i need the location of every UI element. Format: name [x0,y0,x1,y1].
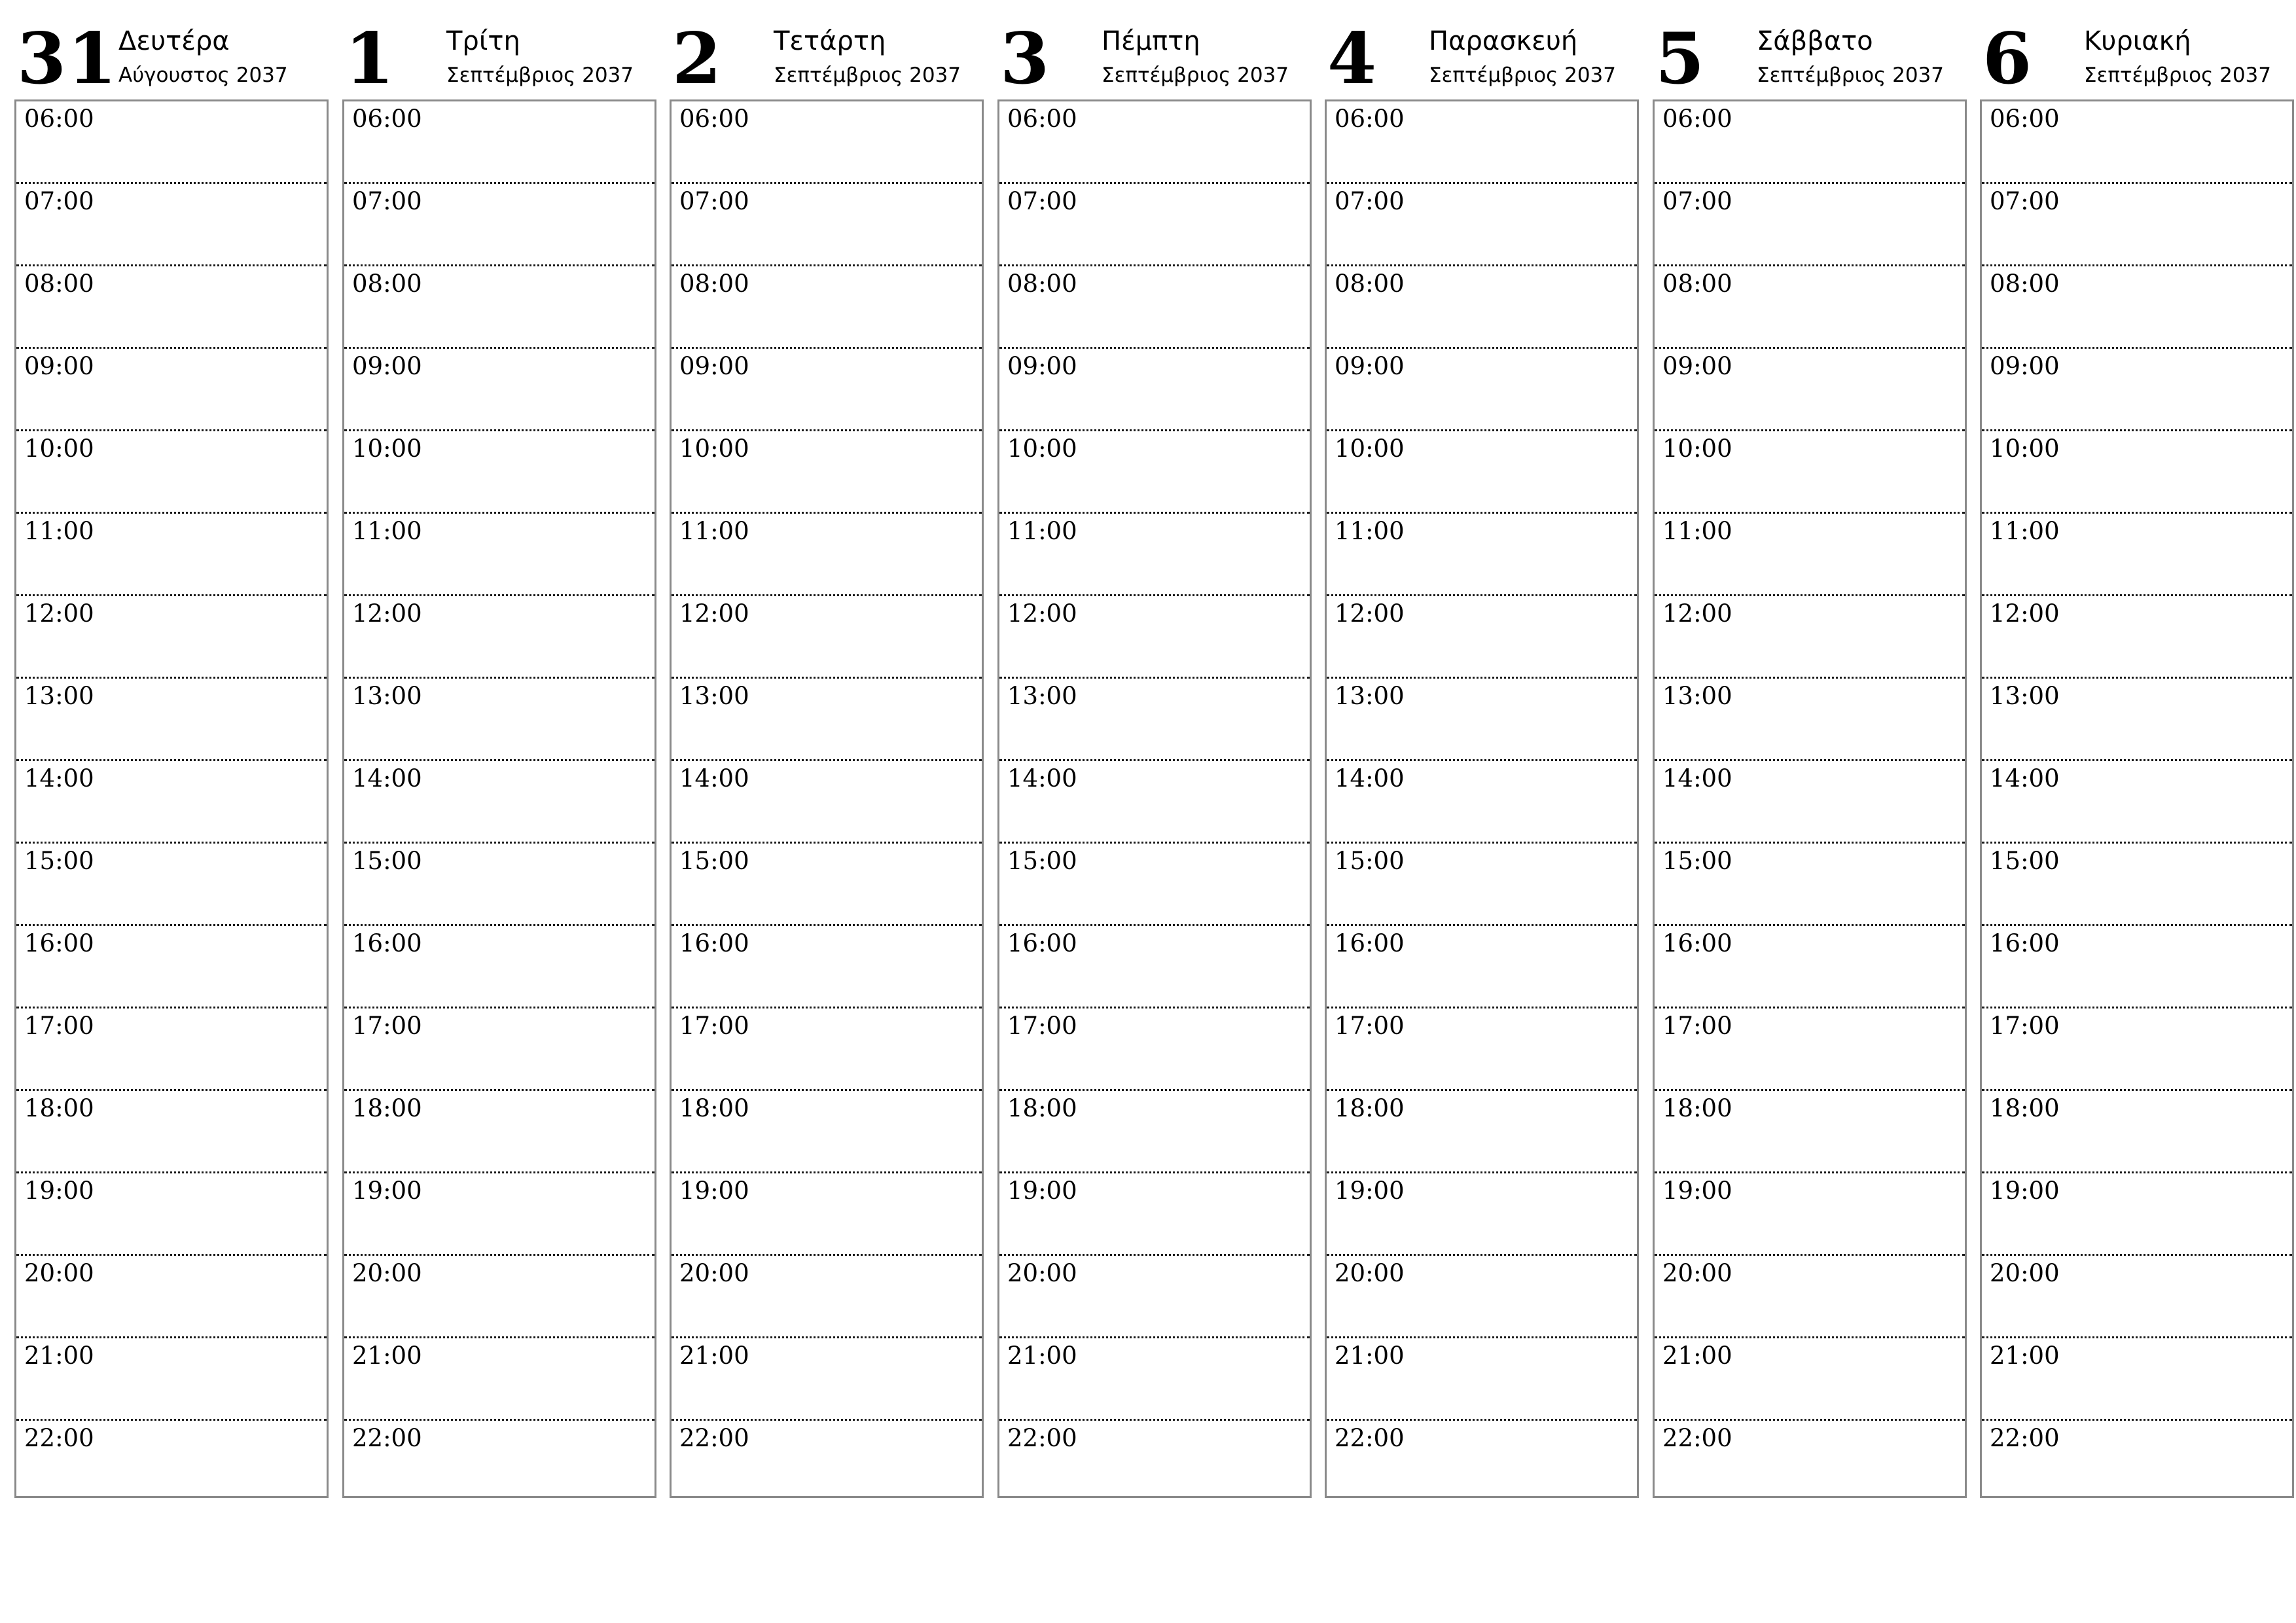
hour-slot [672,1338,982,1421]
hour-label: 07:00 [352,187,422,215]
hour-slot [672,101,982,184]
hour-label: 10:00 [1007,435,1077,463]
hour-slot [672,431,982,514]
hour-slot [672,596,982,679]
hour-slot [344,1173,655,1256]
hour-label: 09:00 [1007,352,1077,380]
day-number: 2 [672,18,723,100]
hour-label: 09:00 [1990,352,2060,380]
hour-slot [16,679,327,761]
day-column [1980,0,2294,1452]
day-month-year: Αύγουστος 2037 [118,63,288,87]
hour-label: 10:00 [1335,435,1405,463]
day-name: Πέμπτη [1102,26,1200,56]
hour-label: 18:00 [1662,1094,1732,1122]
day-name: Κυριακή [2084,26,2191,56]
hour-label: 08:00 [1990,270,2060,298]
hour-label: 12:00 [1007,599,1077,628]
day-name: Δευτέρα [118,26,230,56]
hour-label: 08:00 [1662,270,1732,298]
hour-label: 19:00 [1335,1177,1405,1205]
hour-slot [1327,349,1637,431]
hour-slot [344,1421,655,1503]
hour-label: 16:00 [352,929,422,957]
day-schedule-box [14,99,329,1498]
hour-slot [1655,761,1965,844]
hour-label: 14:00 [1335,764,1405,793]
hour-label: 22:00 [1007,1424,1077,1452]
hour-label: 13:00 [1007,682,1077,710]
hour-slot [16,926,327,1008]
hour-label: 15:00 [1335,847,1405,875]
hour-slot [1982,514,2292,596]
hour-label: 16:00 [1007,929,1077,957]
hour-label: 10:00 [352,435,422,463]
hour-slot [999,844,1310,926]
hour-slot [344,266,655,349]
hour-slot [16,1091,327,1173]
hour-slot [1655,349,1965,431]
hour-label: 08:00 [1007,270,1077,298]
hour-slot [16,349,327,431]
hour-slot [344,184,655,266]
hour-label: 06:00 [1990,105,2060,133]
day-name: Τρίτη [446,26,520,56]
day-header [1980,0,2294,99]
hour-slot [1982,349,2292,431]
hour-label: 18:00 [1007,1094,1077,1122]
hour-slot [1655,266,1965,349]
hour-slot [1655,926,1965,1008]
hour-slot [1982,1173,2292,1256]
hour-label: 17:00 [24,1012,94,1040]
hour-slot [1982,431,2292,514]
day-column [14,0,329,1452]
hour-label: 21:00 [352,1342,422,1370]
hour-slot [1982,596,2292,679]
day-number: 6 [1982,18,2034,100]
hour-label: 19:00 [24,1177,94,1205]
hour-slot [1327,1173,1637,1256]
hour-label: 12:00 [1662,599,1732,628]
hour-slot [1655,596,1965,679]
hour-label: 13:00 [24,682,94,710]
day-number: 4 [1327,18,1378,100]
hour-slot [672,184,982,266]
hour-slot [1327,596,1637,679]
hour-label: 14:00 [352,764,422,793]
hour-label: 08:00 [352,270,422,298]
hour-label: 11:00 [1662,517,1732,545]
hour-label: 16:00 [1990,929,2060,957]
hour-slot [344,1338,655,1421]
day-header [342,0,656,99]
hour-slot [16,1173,327,1256]
hour-label: 06:00 [1007,105,1077,133]
hour-label: 14:00 [1990,764,2060,793]
hour-label: 06:00 [679,105,749,133]
hour-label: 21:00 [1335,1342,1405,1370]
hour-slot [999,761,1310,844]
hour-label: 14:00 [1662,764,1732,793]
day-number: 3 [1000,18,1051,100]
hour-slot [1327,514,1637,596]
hour-slot [672,1008,982,1091]
hour-slot [16,596,327,679]
hour-slot [999,1091,1310,1173]
hour-label: 08:00 [679,270,749,298]
hour-slot [999,1008,1310,1091]
day-month-year: Σεπτέμβριος 2037 [446,63,634,87]
day-schedule-box [997,99,1312,1498]
hour-label: 16:00 [679,929,749,957]
hour-label: 19:00 [1662,1177,1732,1205]
day-month-year: Σεπτέμβριος 2037 [1102,63,1289,87]
day-month-year: Σεπτέμβριος 2037 [1429,63,1617,87]
hour-slot [1982,761,2292,844]
hour-slot [1982,844,2292,926]
hour-slot [999,431,1310,514]
hour-slot [999,1173,1310,1256]
hour-slot [672,761,982,844]
hour-label: 21:00 [679,1342,749,1370]
hour-slot [1327,679,1637,761]
hour-label: 20:00 [1335,1259,1405,1287]
day-month-year: Σεπτέμβριος 2037 [1757,63,1945,87]
hour-slot [672,1256,982,1338]
hour-slot [16,1338,327,1421]
hour-label: 15:00 [24,847,94,875]
hour-label: 06:00 [1662,105,1732,133]
hour-slot [1655,431,1965,514]
hour-slot [344,1008,655,1091]
hour-slot [1327,844,1637,926]
hour-slot [1655,1421,1965,1503]
hour-slot [1655,844,1965,926]
hour-slot [672,926,982,1008]
hour-slot [344,349,655,431]
hour-slot [1327,761,1637,844]
hour-label: 12:00 [352,599,422,628]
hour-label: 16:00 [1662,929,1732,957]
hour-label: 22:00 [24,1424,94,1452]
hour-label: 19:00 [1990,1177,2060,1205]
hour-label: 15:00 [679,847,749,875]
hour-label: 07:00 [1662,187,1732,215]
hour-slot [1982,1256,2292,1338]
hour-slot [1327,1008,1637,1091]
hour-slot [672,349,982,431]
hour-slot [672,1091,982,1173]
day-number: 5 [1655,18,1706,100]
hour-label: 18:00 [1335,1094,1405,1122]
hour-slot [999,349,1310,431]
hour-label: 20:00 [352,1259,422,1287]
hour-slot [999,926,1310,1008]
hour-slot [672,1421,982,1503]
hour-label: 22:00 [1990,1424,2060,1452]
hour-label: 13:00 [679,682,749,710]
hour-slot [344,514,655,596]
hour-label: 19:00 [679,1177,749,1205]
hour-slot [672,679,982,761]
hour-slot [999,101,1310,184]
hour-slot [1327,1256,1637,1338]
hour-label: 20:00 [679,1259,749,1287]
hour-label: 20:00 [1662,1259,1732,1287]
hour-label: 15:00 [1990,847,2060,875]
hour-slot [16,266,327,349]
hour-label: 09:00 [352,352,422,380]
hour-label: 13:00 [1990,682,2060,710]
hour-slot [999,266,1310,349]
hour-slot [1655,101,1965,184]
hour-slot [344,679,655,761]
hour-label: 22:00 [1335,1424,1405,1452]
hour-label: 11:00 [1007,517,1077,545]
hour-label: 12:00 [1990,599,2060,628]
hour-label: 09:00 [1335,352,1405,380]
hour-slot [1327,926,1637,1008]
hour-slot [1655,1091,1965,1173]
hour-label: 12:00 [24,599,94,628]
hour-slot [16,761,327,844]
hour-slot [672,266,982,349]
day-number: 31 [17,18,118,100]
hour-label: 21:00 [1662,1342,1732,1370]
day-schedule-box [1980,99,2294,1498]
hour-label: 20:00 [24,1259,94,1287]
hour-label: 10:00 [1990,435,2060,463]
hour-slot [1655,679,1965,761]
hour-slot [1327,1421,1637,1503]
hour-label: 15:00 [1662,847,1732,875]
day-header [997,0,1312,99]
hour-label: 21:00 [24,1342,94,1370]
hour-slot [999,679,1310,761]
hour-label: 19:00 [352,1177,422,1205]
hour-label: 21:00 [1990,1342,2060,1370]
hour-slot [1982,1421,2292,1503]
hour-slot [1327,266,1637,349]
hour-label: 20:00 [1007,1259,1077,1287]
hour-label: 12:00 [1335,599,1405,628]
hour-label: 11:00 [352,517,422,545]
hour-label: 22:00 [352,1424,422,1452]
day-column [1653,0,1967,1452]
hour-label: 18:00 [352,1094,422,1122]
hour-label: 18:00 [1990,1094,2060,1122]
hour-label: 16:00 [1335,929,1405,957]
hour-label: 07:00 [24,187,94,215]
hour-label: 07:00 [1335,187,1405,215]
hour-slot [999,1421,1310,1503]
hour-slot [16,184,327,266]
hour-label: 17:00 [1990,1012,2060,1040]
day-header [670,0,984,99]
day-header [14,0,329,99]
hour-slot [672,1173,982,1256]
hour-label: 17:00 [1662,1012,1732,1040]
hour-label: 08:00 [24,270,94,298]
hour-slot [16,1008,327,1091]
hour-slot [1327,184,1637,266]
day-number: 1 [345,18,396,100]
hour-slot [16,1421,327,1503]
hour-slot [344,101,655,184]
hour-slot [344,926,655,1008]
hour-label: 12:00 [679,599,749,628]
hour-label: 11:00 [679,517,749,545]
hour-label: 20:00 [1990,1259,2060,1287]
hour-label: 17:00 [1335,1012,1405,1040]
day-column [342,0,656,1452]
hour-slot [1982,266,2292,349]
hour-slot [1655,1008,1965,1091]
hour-label: 11:00 [24,517,94,545]
hour-label: 09:00 [24,352,94,380]
day-schedule-box [670,99,984,1498]
hour-label: 07:00 [1007,187,1077,215]
hour-slot [999,596,1310,679]
hour-slot [672,514,982,596]
hour-label: 14:00 [1007,764,1077,793]
hour-slot [1327,1091,1637,1173]
day-schedule-box [1653,99,1967,1498]
hour-slot [344,1256,655,1338]
hour-label: 13:00 [1662,682,1732,710]
hour-slot [1982,679,2292,761]
hour-slot [16,101,327,184]
day-schedule-box [342,99,656,1498]
day-month-year: Σεπτέμβριος 2037 [774,63,961,87]
hour-slot [1655,1256,1965,1338]
hour-label: 10:00 [1662,435,1732,463]
hour-label: 18:00 [24,1094,94,1122]
day-column [1325,0,1639,1452]
hour-label: 15:00 [352,847,422,875]
hour-slot [1655,1338,1965,1421]
hour-slot [16,1256,327,1338]
hour-slot [1655,1173,1965,1256]
day-column [670,0,984,1452]
hour-slot [1982,184,2292,266]
day-header [1325,0,1639,99]
hour-slot [999,184,1310,266]
hour-slot [1982,1338,2292,1421]
hour-slot [999,1256,1310,1338]
hour-slot [1982,1008,2292,1091]
hour-label: 18:00 [679,1094,749,1122]
hour-label: 14:00 [24,764,94,793]
hour-label: 09:00 [679,352,749,380]
day-name: Παρασκευή [1429,26,1578,56]
hour-slot [1982,1091,2292,1173]
hour-slot [1982,101,2292,184]
hour-slot [999,514,1310,596]
hour-slot [16,514,327,596]
hour-label: 10:00 [679,435,749,463]
hour-label: 22:00 [679,1424,749,1452]
hour-slot [344,844,655,926]
day-name: Τετάρτη [774,26,886,56]
hour-label: 08:00 [1335,270,1405,298]
hour-label: 13:00 [1335,682,1405,710]
hour-label: 17:00 [352,1012,422,1040]
hour-slot [1982,926,2292,1008]
hour-label: 09:00 [1662,352,1732,380]
hour-label: 10:00 [24,435,94,463]
hour-label: 17:00 [679,1012,749,1040]
hour-label: 06:00 [1335,105,1405,133]
hour-slot [344,431,655,514]
day-schedule-box [1325,99,1639,1498]
hour-slot [344,596,655,679]
hour-slot [344,761,655,844]
hour-slot [16,844,327,926]
hour-label: 17:00 [1007,1012,1077,1040]
hour-label: 21:00 [1007,1342,1077,1370]
day-month-year: Σεπτέμβριος 2037 [2084,63,2272,87]
hour-slot [1327,431,1637,514]
hour-label: 11:00 [1335,517,1405,545]
hour-slot [999,1338,1310,1421]
hour-label: 07:00 [1990,187,2060,215]
hour-label: 19:00 [1007,1177,1077,1205]
hour-slot [344,1091,655,1173]
hour-slot [1327,101,1637,184]
hour-slot [1655,514,1965,596]
day-header [1653,0,1967,99]
hour-label: 13:00 [352,682,422,710]
hour-slot [1327,1338,1637,1421]
hour-label: 16:00 [24,929,94,957]
hour-label: 15:00 [1007,847,1077,875]
hour-slot [16,431,327,514]
day-column [997,0,1312,1452]
hour-label: 07:00 [679,187,749,215]
hour-label: 11:00 [1990,517,2060,545]
hour-label: 14:00 [679,764,749,793]
day-name: Σάββατο [1757,26,1873,56]
hour-label: 22:00 [1662,1424,1732,1452]
hour-label: 06:00 [352,105,422,133]
hour-slot [672,844,982,926]
hour-slot [1655,184,1965,266]
hour-label: 06:00 [24,105,94,133]
